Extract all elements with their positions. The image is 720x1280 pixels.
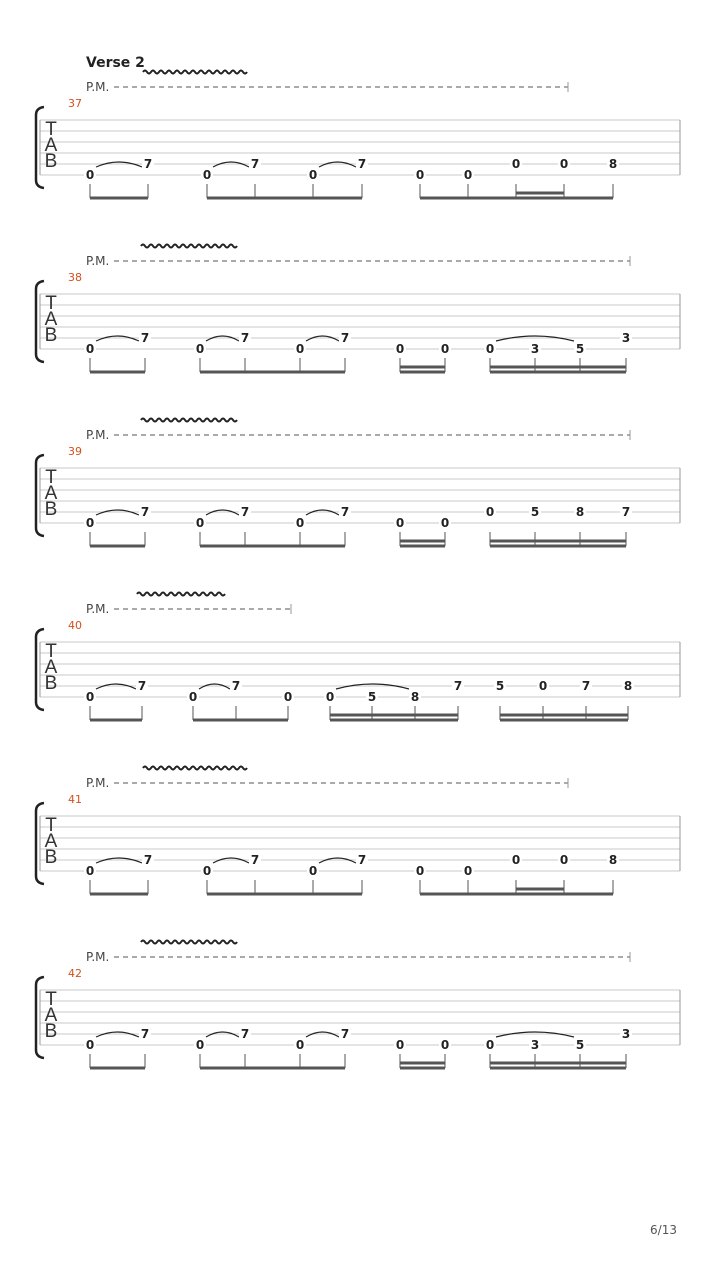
fret-number: 0	[85, 516, 95, 530]
fret-number: 7	[250, 157, 260, 171]
page-number: 6/13	[650, 1223, 677, 1237]
fret-number: 0	[559, 157, 569, 171]
fret-number: 0	[283, 690, 293, 704]
tab-staff	[40, 990, 680, 1045]
measure-number: 42	[68, 967, 82, 980]
fret-number: 0	[463, 168, 473, 182]
fret-number: 0	[395, 1038, 405, 1052]
tab-clef-letter: A	[44, 135, 58, 156]
vibrato-line	[141, 245, 237, 248]
fret-number: 0	[195, 516, 205, 530]
fret-number: 0	[463, 864, 473, 878]
tab-staff	[40, 294, 680, 349]
fret-number: 7	[140, 505, 150, 519]
fret-number: 5	[495, 679, 505, 693]
tab-system	[36, 593, 680, 721]
fret-number: 0	[295, 342, 305, 356]
palm-mute-label: P.M.	[86, 428, 110, 442]
palm-mute-label: P.M.	[86, 602, 110, 616]
fret-number: 0	[85, 864, 95, 878]
tab-clef-letter: T	[45, 989, 57, 1010]
palm-mute-label: P.M.	[86, 80, 110, 94]
fret-number: 8	[608, 157, 618, 171]
fret-number: 7	[240, 505, 250, 519]
tab-clef-letter: B	[44, 847, 58, 868]
fret-number: 3	[621, 1027, 631, 1041]
fret-number: 0	[195, 1038, 205, 1052]
tab-system	[36, 71, 680, 199]
vibrato-line	[143, 767, 247, 770]
fret-number: 0	[440, 1038, 450, 1052]
tab-clef-letter: B	[44, 499, 58, 520]
fret-number: 0	[202, 864, 212, 878]
palm-mute-label: P.M.	[86, 254, 110, 268]
palm-mute-label: P.M.	[86, 776, 110, 790]
fret-number: 0	[85, 690, 95, 704]
fret-number: 8	[623, 679, 633, 693]
fret-number: 3	[530, 1038, 540, 1052]
fret-number: 7	[231, 679, 241, 693]
fret-number: 7	[453, 679, 463, 693]
measure-number: 41	[68, 793, 82, 806]
fret-number: 7	[621, 505, 631, 519]
tab-system	[36, 245, 680, 373]
fret-number: 0	[485, 342, 495, 356]
fret-number: 7	[340, 1027, 350, 1041]
fret-number: 0	[395, 516, 405, 530]
fret-number: 5	[367, 690, 377, 704]
fret-number: 8	[410, 690, 420, 704]
fret-number: 0	[415, 168, 425, 182]
fret-number: 5	[575, 1038, 585, 1052]
tab-clef-letter: B	[44, 151, 58, 172]
fret-number: 7	[137, 679, 147, 693]
fret-number: 7	[140, 331, 150, 345]
fret-number: 7	[143, 157, 153, 171]
fret-number: 0	[308, 864, 318, 878]
fret-number: 0	[295, 1038, 305, 1052]
tab-clef-letter: A	[44, 657, 58, 678]
fret-number: 7	[143, 853, 153, 867]
fret-number: 0	[195, 342, 205, 356]
tab-clef-letter: A	[44, 309, 58, 330]
fret-number: 5	[575, 342, 585, 356]
vibrato-line	[137, 593, 225, 596]
fret-number: 0	[395, 342, 405, 356]
fret-number: 7	[240, 331, 250, 345]
tab-system	[36, 419, 680, 547]
fret-number: 7	[581, 679, 591, 693]
fret-number: 5	[530, 505, 540, 519]
fret-number: 7	[250, 853, 260, 867]
tab-clef-letter: B	[44, 673, 58, 694]
fret-number: 0	[85, 168, 95, 182]
palm-mute-label: P.M.	[86, 950, 110, 964]
tab-clef-letter: B	[44, 325, 58, 346]
measure-number: 38	[68, 271, 82, 284]
fret-number: 7	[240, 1027, 250, 1041]
vibrato-line	[141, 941, 237, 944]
fret-number: 0	[538, 679, 548, 693]
fret-number: 0	[295, 516, 305, 530]
tab-clef-letter: A	[44, 1005, 58, 1026]
fret-number: 0	[415, 864, 425, 878]
tab-clef-letter: T	[45, 467, 57, 488]
fret-number: 3	[530, 342, 540, 356]
fret-number: 0	[85, 342, 95, 356]
fret-number: 7	[140, 1027, 150, 1041]
fret-number: 0	[202, 168, 212, 182]
tab-clef-letter: T	[45, 119, 57, 140]
fret-number: 0	[559, 853, 569, 867]
fret-number: 0	[188, 690, 198, 704]
section-label: Verse 2	[86, 55, 145, 71]
tab-system	[36, 767, 680, 895]
tab-system	[36, 941, 680, 1069]
fret-number: 7	[340, 331, 350, 345]
fret-number: 7	[357, 157, 367, 171]
fret-number: 0	[440, 342, 450, 356]
tab-clef-letter: T	[45, 641, 57, 662]
fret-number: 0	[308, 168, 318, 182]
fret-number: 0	[85, 1038, 95, 1052]
fret-number: 3	[621, 331, 631, 345]
fret-number: 0	[440, 516, 450, 530]
fret-number: 0	[325, 690, 335, 704]
tab-clef-letter: B	[44, 1021, 58, 1042]
measure-number: 37	[68, 97, 82, 110]
vibrato-line	[141, 419, 237, 422]
fret-number: 7	[357, 853, 367, 867]
measure-number: 39	[68, 445, 82, 458]
vibrato-line	[143, 71, 247, 74]
fret-number: 0	[485, 505, 495, 519]
fret-number: 0	[485, 1038, 495, 1052]
tab-clef-letter: A	[44, 483, 58, 504]
tab-clef-letter: A	[44, 831, 58, 852]
measure-number: 40	[68, 619, 82, 632]
fret-number: 0	[511, 157, 521, 171]
fret-number: 0	[511, 853, 521, 867]
fret-number: 8	[608, 853, 618, 867]
tab-clef-letter: T	[45, 293, 57, 314]
fret-number: 7	[340, 505, 350, 519]
fret-number: 8	[575, 505, 585, 519]
tab-clef-letter: T	[45, 815, 57, 836]
